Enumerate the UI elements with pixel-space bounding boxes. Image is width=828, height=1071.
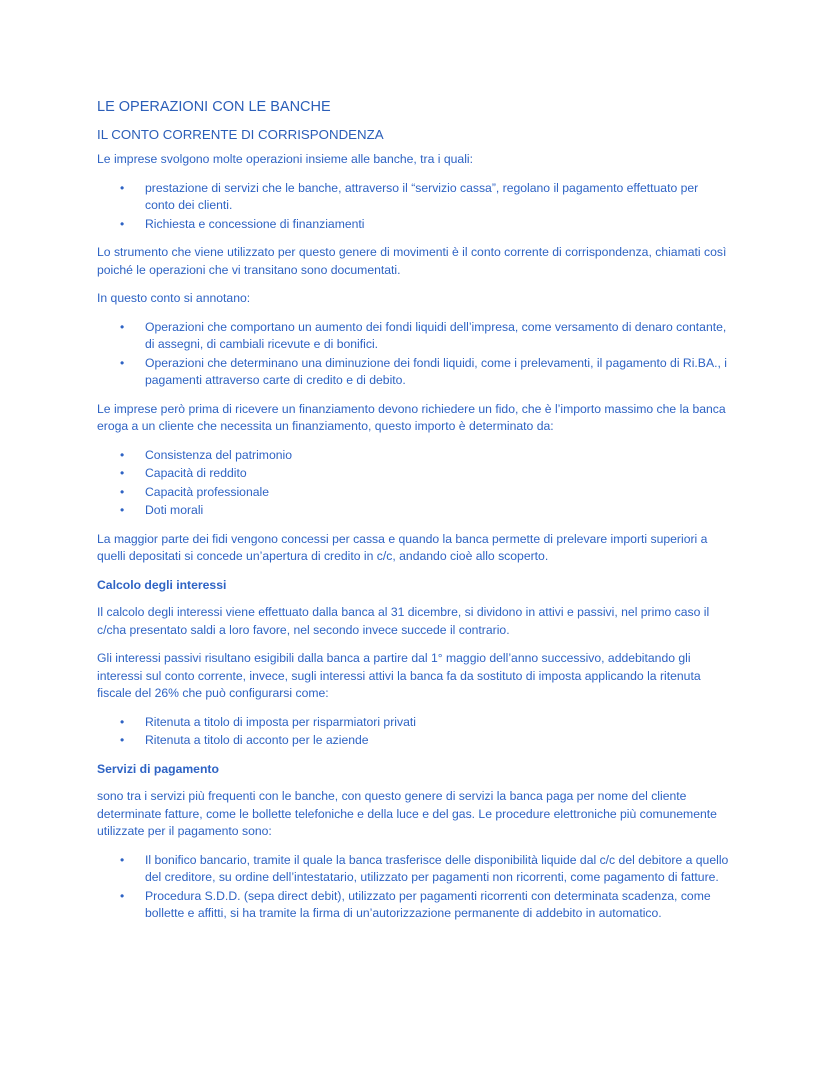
paragraph-interessi-passivi: Gli interessi passivi risultano esigibili dalla banca a partire dal 1° maggio dell’anno successivo, addebitando gli interessi sul conto corrente, invece, sugli interessi attivi la banca fa da sostituto di imposta applicando la ritenuta fiscale del 26% che può configurarsi come: xyxy=(97,651,701,700)
list-item: • Operazioni che comportano un aumento dei fondi liquidi dell’impresa, come versamento di denaro contante, di assegni, di cambiali ricevute e di bonifici. xyxy=(120,319,727,351)
paragraph-calcolo: Il calcolo degli interessi viene effettuato dalla banca al 31 dicembre, si dividono in attivi e passivi, nel primo caso il c/cha presentato saldi a loro favore, nel secondo invece succede il contrario. xyxy=(97,605,710,637)
paragraph-annotano: In questo conto si annotano: xyxy=(97,291,251,305)
bullet-icon: • xyxy=(120,733,125,747)
paragraph-strumento: Lo strumento che viene utilizzato per questo genere di movimenti è il conto corrente di corrispondenza, chiamati così poiché le operazioni che vi transitano sono documentati. xyxy=(97,245,727,277)
list-item: • Consistenza del patrimonio xyxy=(97,447,729,465)
paragraph-intro: Le imprese svolgono molte operazioni insieme alle banche, tra i quali: xyxy=(97,152,473,166)
bullet-icon: • xyxy=(120,319,125,334)
heading-servizi-pagamento: Servizi di pagamento xyxy=(97,761,219,776)
list-ritenute xyxy=(97,714,729,750)
bullet-icon: • xyxy=(120,180,125,195)
list-annotazioni xyxy=(97,319,729,390)
list-procedure xyxy=(97,852,729,923)
bullet-icon: • xyxy=(120,466,125,480)
bullet-icon: • xyxy=(120,888,125,903)
bullet-icon: • xyxy=(120,714,125,729)
paragraph-fido: Le imprese però prima di ricevere un finanziamento devono richiedere un fido, che è l’importo massimo che la banca eroga a un cliente che necessita un finanziamento, questo importo è determinato da: xyxy=(97,401,726,433)
paragraph-servizi: sono tra i servizi più frequenti con le banche, con questo genere di servizi la banca paga per nome del cliente determinate fatture, come le bollette telefoniche e della luce e del gas. Le procedure elettroniche più comunemente utilizzate per il pagamento sono: xyxy=(97,789,717,838)
list-item: • Capacità professionale xyxy=(97,484,729,502)
list-operations xyxy=(97,180,729,234)
list-item: • Operazioni che determinano una diminuzione dei fondi liquidi, come i prelevamenti, il pagamento di Ri.BA., i pagamenti attraverso carte di credito e di debito. xyxy=(120,355,727,387)
list-item: • Doti morali xyxy=(97,502,729,520)
list-item: • Il bonifico bancario, tramite il quale la banca trasferisce delle disponibilità liquide dal c/c del debitore a quello del creditore, su ordine dell’intestatario, utilizzato per pagamenti non ricorrenti, come pagamento di fatture. xyxy=(120,852,729,884)
bullet-icon: • xyxy=(120,503,125,517)
list-item: • prestazione di servizi che le banche, attraverso il “servizio cassa”, regolano il pagamento effettuato per conto dei clienti. xyxy=(120,180,699,212)
list-item: • Ritenuta a titolo di imposta per risparmiatori privati xyxy=(97,714,729,732)
paragraph-fidi: La maggior parte dei fidi vengono concessi per cassa e quando la banca permette di prelevare importi superiori a quelli depositati si concede un’apertura di credito in c/c, andando cioè allo scoperto. xyxy=(97,531,708,563)
bullet-icon: • xyxy=(120,216,125,231)
bullet-icon: • xyxy=(120,355,125,370)
list-item: • Procedura S.D.D. (sepa direct debit), utilizzato per pagamenti ricorrenti con determinata scadenza, come bollette e affitti, si ha tramite la firma di un’autorizzazione permanente di addebito in automatico. xyxy=(120,888,711,920)
document-content xyxy=(97,97,729,934)
list-item: • Richiesta e concessione di finanziamenti xyxy=(97,216,729,234)
bullet-icon: • xyxy=(120,447,125,462)
list-criteri-fido xyxy=(97,447,729,520)
heading-calcolo-interessi: Calcolo degli interessi xyxy=(97,577,227,592)
list-item: • Capacità di reddito xyxy=(97,465,729,483)
page-title: LE OPERAZIONI CON LE BANCHE xyxy=(97,99,331,115)
bullet-icon: • xyxy=(120,852,125,867)
bullet-icon: • xyxy=(120,484,125,499)
section-title: IL CONTO CORRENTE DI CORRISPONDENZA xyxy=(97,127,384,142)
list-item: • Ritenuta a titolo di acconto per le aziende xyxy=(97,732,729,750)
